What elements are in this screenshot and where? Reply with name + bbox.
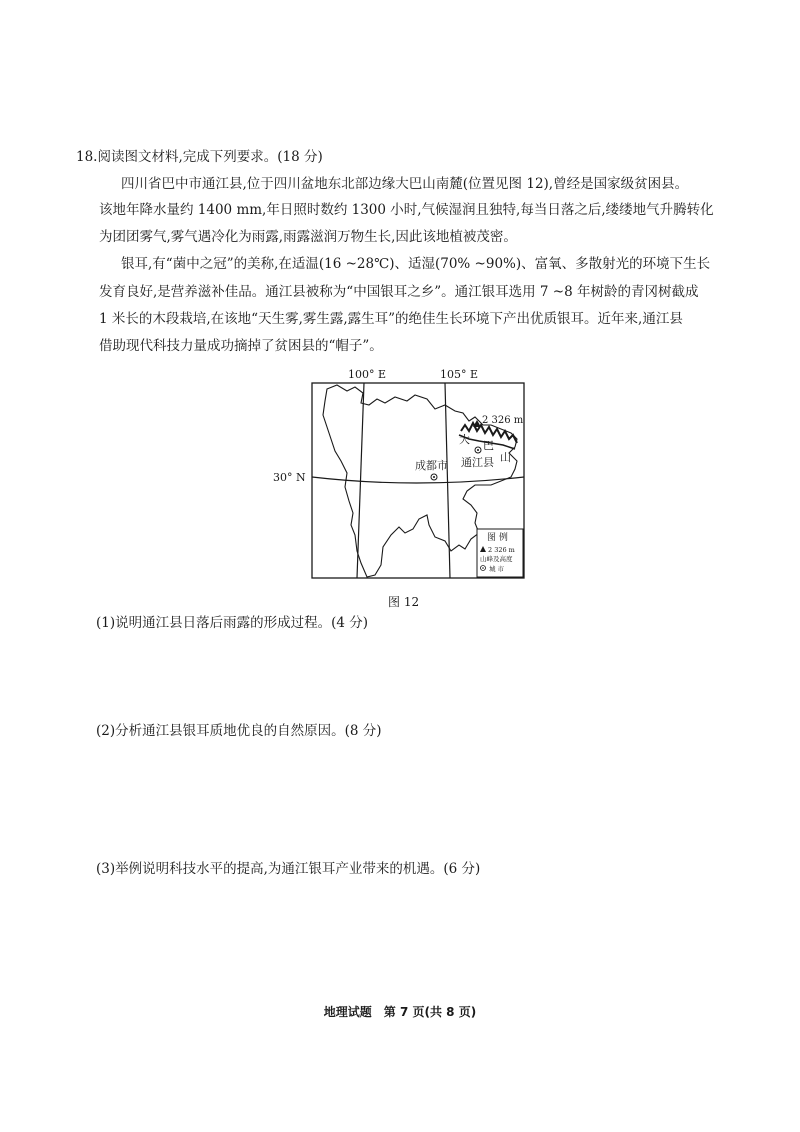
page-footer: 地理试题 第 7 页(共 8 页) [323, 1005, 477, 1019]
question-header: 18.阅读图文材料,完成下列要求。(18 分) [76, 149, 323, 165]
mountain-char-ba: 巴 [483, 439, 494, 452]
legend-peak-desc: 山峰及高度 [480, 555, 513, 563]
legend-city-desc: 城 市 [489, 565, 505, 573]
legend-title: 图 例 [487, 533, 508, 543]
legend-city-dot [482, 567, 484, 569]
paragraph-2-line-4: 借助现代科技力量成功摘掉了贫困县的“帽子”。 [99, 338, 383, 354]
subquestion-1: (1)说明通江县日落后雨露的形成过程。(4 分) [96, 615, 369, 631]
paragraph-1-line-3: 为团团雾气,雾气遇冷化为雨露,雨露滋润万物生长,因此该地植被茂密。 [99, 229, 517, 245]
peak-label: 2 326 m [482, 415, 524, 426]
paragraph-1-line-2: 该地年降水量约 1400 mm,年日照时数约 1300 小时,气候湿润且独特,每当日落之后,缕缕地气升腾转化 [99, 202, 714, 218]
map-legend [477, 529, 523, 577]
legend-peak-value: 2 326 m [488, 546, 515, 554]
subquestion-2: (2)分析通江县银耳质地优良的自然原因。(8 分) [96, 723, 382, 739]
paragraph-2-line-3: 1 米长的木段栽培,在该地“天生雾,雾生露,露生耳”的绝佳生长环境下产出优质银耳。近年来,通江县 [99, 311, 683, 327]
subquestion-3: (3)举例说明科技水平的提高,为通江银耳产业带来的机遇。(6 分) [96, 861, 481, 877]
lon-105-label: 105° E [440, 368, 479, 381]
chengdu-city-dot [433, 476, 435, 478]
figure-12-map [265, 365, 535, 590]
paragraph-1-line-1: 四川省巴中市通江县,位于四川盆地东北部边缘大巴山南麓(位置见图 12),曾经是国家级贫困县。 [121, 176, 689, 192]
chengdu-label: 成都市 [415, 459, 448, 472]
meridian-100 [357, 383, 364, 578]
paragraph-2-line-1: 银耳,有“菌中之冠”的美称,在适温(16 ~28℃)、适湿(70% ~90%)、富氧、多散射光的环境下生长 [121, 256, 711, 272]
lon-100-label: 100° E [348, 368, 387, 381]
tongjiang-city-dot [477, 449, 479, 451]
mountain-char-shan: 山 [500, 451, 511, 464]
tongjiang-label: 通江县 [461, 456, 494, 469]
mountain-char-da: 大 [459, 433, 470, 446]
parallel-30 [312, 477, 524, 483]
paragraph-2-line-2: 发育良好,是营养滋补佳品。通江县被称为“中国银耳之乡”。通江银耳选用 7 ~8 年树龄的青冈树截成 [99, 284, 699, 300]
lat-30-label: 30° N [273, 471, 306, 484]
figure-caption: 图 12 [388, 595, 420, 609]
